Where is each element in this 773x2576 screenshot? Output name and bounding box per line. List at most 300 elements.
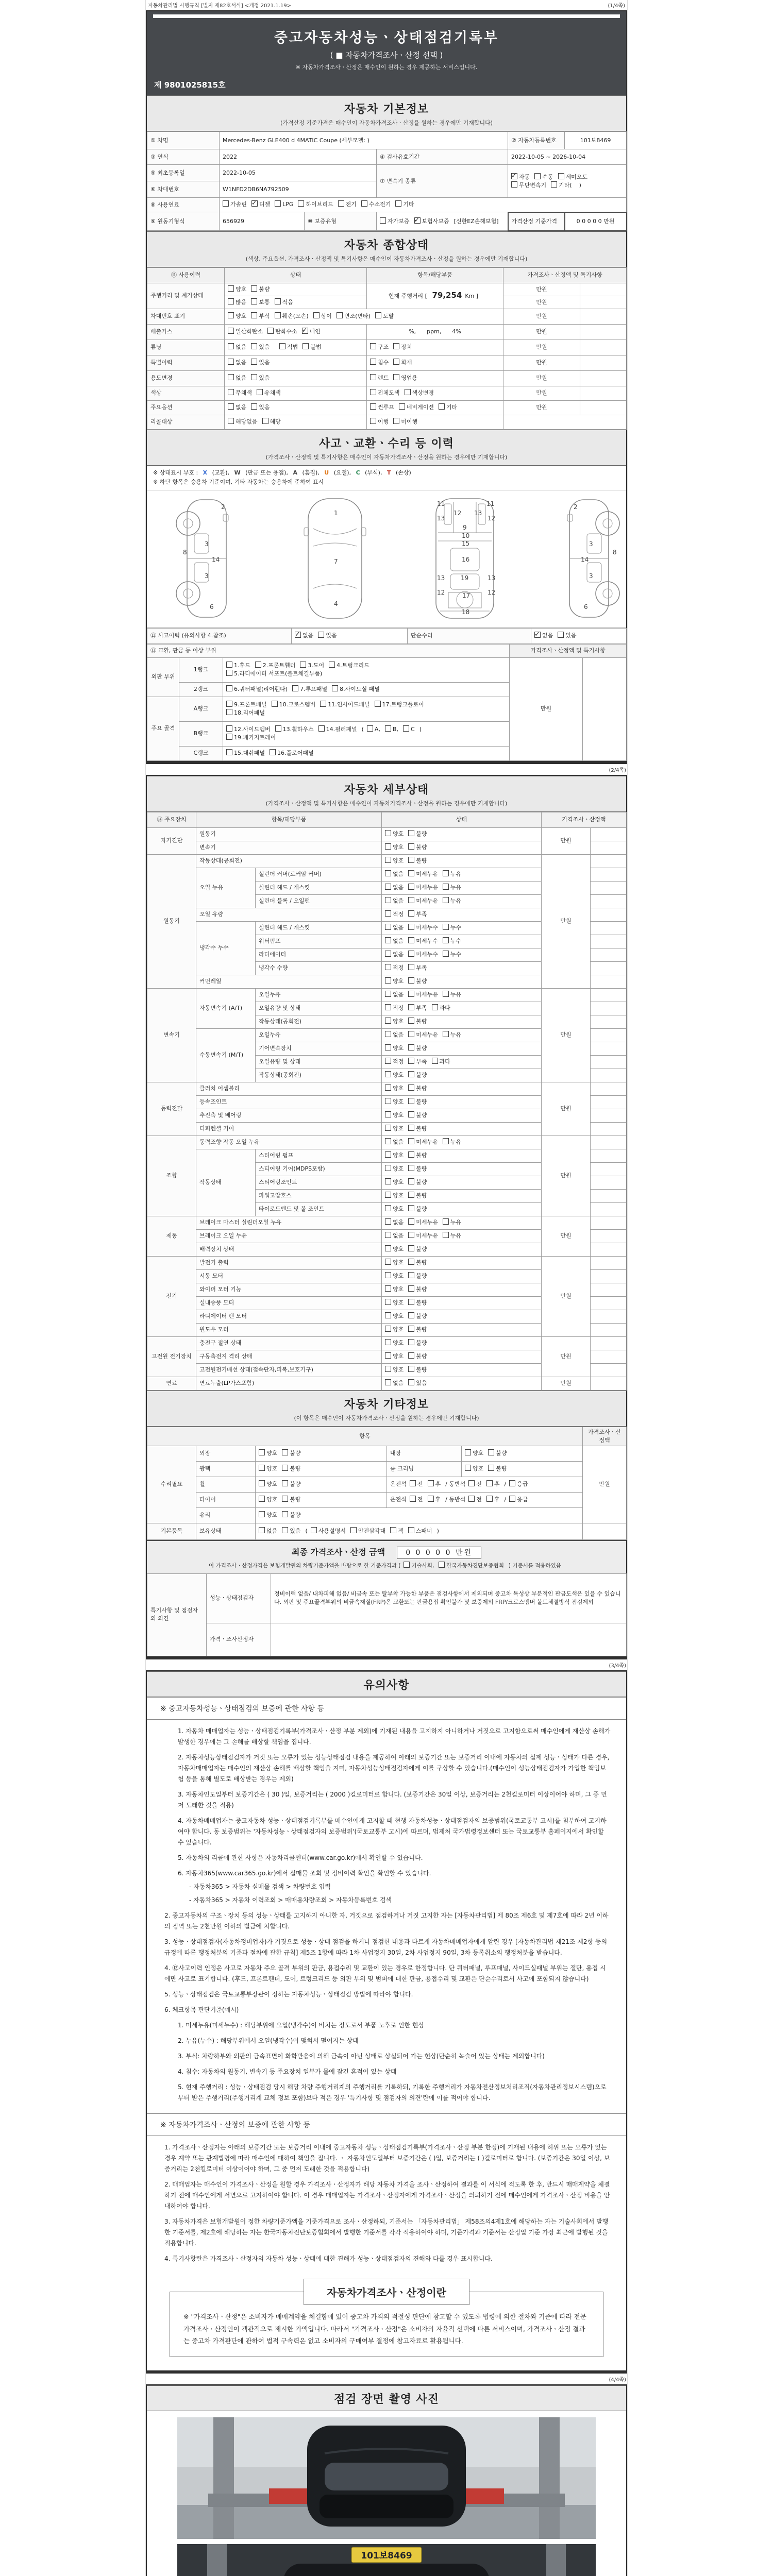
checkbox[interactable] — [228, 403, 234, 410]
checkbox[interactable] — [408, 1379, 414, 1385]
checkbox[interactable] — [486, 1480, 493, 1486]
cell: 실린더 커버(로커암 커버) — [256, 868, 382, 881]
checkbox[interactable] — [259, 1449, 265, 1455]
checkbox[interactable] — [385, 830, 391, 836]
checkbox[interactable] — [385, 991, 391, 997]
checkbox-item — [385, 897, 404, 905]
checkbox[interactable] — [385, 1245, 391, 1251]
checkbox-label: 누수 — [450, 938, 462, 945]
checkbox-item — [259, 1496, 277, 1504]
checkbox[interactable] — [329, 662, 335, 668]
checkbox[interactable] — [408, 977, 414, 984]
checkbox[interactable] — [385, 1018, 391, 1024]
checkbox[interactable] — [395, 200, 401, 207]
cell: 오일누유 — [256, 1028, 382, 1042]
checkbox-label: 불량 — [416, 1326, 427, 1333]
checkbox-label: 누수 — [450, 951, 462, 958]
checkbox[interactable] — [390, 1527, 396, 1533]
checkbox[interactable] — [385, 1138, 391, 1144]
checkbox[interactable] — [385, 1111, 391, 1117]
checkbox-item — [443, 937, 461, 945]
checkbox[interactable] — [259, 1465, 265, 1471]
checkbox[interactable] — [282, 1449, 288, 1455]
checkbox-checked[interactable] — [511, 173, 517, 179]
checkbox[interactable] — [408, 1165, 414, 1171]
checkbox[interactable] — [393, 418, 399, 424]
checkbox[interactable] — [259, 1480, 265, 1486]
checkbox[interactable] — [385, 1259, 391, 1265]
inspector-notes-section — [147, 1573, 626, 1656]
inspection-photo-rear — [177, 2544, 596, 2576]
checkbox[interactable] — [251, 312, 257, 318]
checkbox[interactable] — [408, 1084, 414, 1091]
checkbox[interactable] — [443, 1031, 449, 1037]
other-info-table — [147, 1427, 627, 1540]
checkbox[interactable] — [385, 1044, 391, 1050]
checkbox[interactable] — [408, 1326, 414, 1332]
checkbox[interactable] — [385, 1004, 391, 1010]
checkbox[interactable] — [385, 937, 391, 943]
checkbox[interactable] — [300, 662, 306, 668]
cell: 가격조사ㆍ산정액 — [583, 1427, 627, 1446]
checkbox-label: 2.프론트휀더 — [262, 662, 296, 669]
checkbox[interactable] — [228, 312, 234, 318]
price-cell: 만원 — [542, 1082, 591, 1136]
checkbox[interactable] — [226, 725, 232, 732]
checkbox[interactable] — [408, 1205, 414, 1211]
checkbox[interactable] — [408, 1312, 414, 1318]
cell: 구동축전지 격리 상태 — [196, 1350, 382, 1363]
checkbox[interactable] — [251, 374, 257, 380]
checkbox[interactable] — [509, 1480, 515, 1486]
checkbox[interactable] — [259, 1511, 265, 1517]
checkbox[interactable] — [443, 1218, 449, 1225]
checkbox[interactable] — [226, 662, 232, 668]
checkbox-label: 전 — [476, 1481, 482, 1488]
checkbox[interactable] — [251, 285, 257, 292]
checkbox[interactable] — [275, 312, 281, 318]
simple-repair-checks — [531, 628, 627, 643]
checkbox[interactable] — [385, 1058, 391, 1064]
checkbox-label: 불법 — [310, 344, 322, 351]
checkbox[interactable] — [385, 951, 391, 957]
checkbox[interactable] — [332, 685, 338, 691]
checkbox[interactable] — [439, 403, 445, 410]
page-4 — [146, 2384, 627, 2576]
inline-text: / 동반석 — [445, 1481, 466, 1488]
cell: 라디에이터 팬 모터 — [196, 1310, 382, 1323]
checkbox[interactable] — [465, 1449, 471, 1455]
price-cell: 만원 — [542, 827, 591, 854]
checkbox[interactable] — [385, 1165, 391, 1171]
checkbox[interactable] — [385, 964, 391, 970]
checkbox[interactable] — [385, 1218, 391, 1225]
checkbox[interactable] — [337, 312, 343, 318]
checkbox[interactable] — [228, 359, 234, 365]
checkbox[interactable] — [279, 343, 285, 349]
checkbox[interactable] — [488, 1465, 494, 1471]
checkbox-label: 양호 — [393, 1125, 404, 1132]
cell — [591, 1055, 627, 1069]
checkbox-group — [382, 1069, 542, 1082]
checkbox[interactable] — [370, 389, 376, 395]
checkbox[interactable] — [228, 418, 234, 424]
checkbox[interactable] — [318, 632, 324, 638]
checkbox[interactable] — [251, 343, 257, 349]
checkbox[interactable] — [408, 910, 414, 917]
checkbox-label: 미세누유 — [416, 991, 438, 998]
checkbox-checked[interactable] — [295, 632, 301, 638]
checkbox-label: 일산화탄소 — [236, 328, 263, 335]
checkbox[interactable] — [443, 991, 449, 997]
cell: 스티어링 기어(MDPS포함) — [256, 1162, 382, 1176]
checkbox[interactable] — [320, 701, 326, 707]
checkbox[interactable] — [428, 1496, 434, 1502]
checkbox[interactable] — [551, 181, 557, 188]
inline-text: (요철), — [332, 469, 353, 476]
checkbox[interactable] — [311, 1527, 317, 1533]
checkbox-group — [387, 1477, 583, 1492]
checkbox[interactable] — [410, 1480, 416, 1486]
checkbox[interactable] — [385, 1379, 391, 1385]
checkbox[interactable] — [443, 924, 449, 930]
checkbox-group — [382, 1283, 542, 1296]
checkbox[interactable] — [385, 1098, 391, 1104]
checkbox-label: 부족 — [416, 964, 427, 972]
checkbox[interactable] — [275, 725, 281, 732]
checkbox[interactable] — [226, 734, 232, 740]
checkbox[interactable] — [408, 951, 414, 957]
odometer — [367, 283, 503, 309]
checkbox[interactable] — [393, 359, 399, 365]
checkbox-label: 전 — [417, 1496, 423, 1503]
cell — [591, 1149, 627, 1162]
checkbox[interactable] — [385, 1352, 391, 1359]
checkbox[interactable] — [282, 1480, 288, 1486]
checkbox-item — [385, 1031, 404, 1039]
checkbox[interactable] — [408, 1272, 414, 1278]
checkbox-item — [408, 1232, 438, 1240]
checkbox[interactable] — [428, 1480, 434, 1486]
checkbox-label: 적정 — [393, 1058, 404, 1065]
checkbox[interactable] — [408, 1192, 414, 1198]
checkbox[interactable] — [226, 670, 232, 676]
checkbox-checked[interactable] — [302, 328, 308, 334]
checkbox[interactable] — [408, 1352, 414, 1359]
checkbox[interactable] — [385, 884, 391, 890]
checkbox[interactable] — [228, 328, 234, 334]
checkbox[interactable] — [443, 1232, 449, 1238]
checkbox-item — [468, 1496, 482, 1504]
checkbox-item — [337, 312, 371, 320]
checkbox[interactable] — [228, 285, 234, 292]
checkbox-item — [251, 374, 270, 382]
checkbox[interactable] — [509, 1496, 515, 1502]
cell: 시동 모터 — [196, 1269, 382, 1283]
checkbox[interactable] — [375, 701, 381, 707]
checkbox[interactable] — [385, 1326, 391, 1332]
checkbox[interactable] — [408, 830, 414, 836]
checkbox[interactable] — [385, 1312, 391, 1318]
checkbox[interactable] — [432, 1004, 438, 1010]
checkbox[interactable] — [408, 1178, 414, 1184]
cell: 항목 — [147, 1427, 583, 1446]
checkbox[interactable] — [410, 1496, 416, 1502]
checkbox[interactable] — [259, 1527, 265, 1533]
checkbox-label: 양호 — [393, 1179, 404, 1186]
checkbox[interactable] — [385, 1205, 391, 1211]
checkbox-label: 양호 — [393, 1340, 404, 1347]
checkbox[interactable] — [408, 857, 414, 863]
inline-text: U — [324, 469, 329, 476]
checkbox[interactable] — [408, 1031, 414, 1037]
checkbox[interactable] — [370, 418, 376, 424]
checkbox[interactable] — [251, 298, 257, 304]
checkbox-item — [361, 200, 391, 209]
checkbox[interactable] — [275, 200, 281, 207]
checkbox[interactable] — [385, 1192, 391, 1198]
checkbox-item — [275, 725, 314, 734]
price-survey-definition-box — [170, 2286, 603, 2357]
checkbox[interactable] — [408, 924, 414, 930]
checkbox[interactable] — [259, 1496, 265, 1502]
checkbox[interactable] — [282, 1511, 288, 1517]
checkbox[interactable] — [385, 725, 391, 732]
checkbox[interactable] — [408, 1058, 414, 1064]
checkbox[interactable] — [408, 1004, 414, 1010]
checkbox[interactable] — [408, 1138, 414, 1144]
checkbox-label: 후 — [494, 1481, 500, 1488]
checkbox[interactable] — [367, 725, 373, 732]
checkbox[interactable] — [385, 1299, 391, 1305]
checkbox[interactable] — [370, 359, 376, 365]
car-side-left-view — [176, 500, 228, 617]
price-cell: 만원 — [503, 283, 580, 296]
checkbox[interactable] — [228, 298, 234, 304]
notice-item: 2. 누유(누수) : 해당부위에서 오일(냉각수)이 맺혀서 떨어지는 상태 — [178, 2037, 359, 2044]
checkbox[interactable] — [393, 343, 399, 349]
checkbox-label: 있음 — [326, 632, 337, 639]
checkbox[interactable] — [408, 1044, 414, 1050]
checkbox[interactable] — [443, 1138, 449, 1144]
checkbox[interactable] — [385, 1125, 391, 1131]
checkbox[interactable] — [408, 1245, 414, 1251]
checkbox-group — [223, 682, 510, 697]
checkbox[interactable] — [228, 374, 234, 380]
checkbox[interactable] — [226, 749, 232, 755]
checkbox[interactable] — [408, 1071, 414, 1077]
checkbox-checked[interactable] — [534, 632, 541, 638]
checkbox[interactable] — [350, 1527, 357, 1533]
checkbox[interactable] — [380, 217, 386, 224]
checkbox[interactable] — [282, 1496, 288, 1502]
checkbox[interactable] — [385, 857, 391, 863]
notice-items-1 — [147, 1720, 626, 2113]
cell — [591, 988, 627, 1002]
checkbox[interactable] — [270, 749, 276, 755]
checkbox[interactable] — [385, 977, 391, 984]
checkbox[interactable] — [443, 937, 449, 943]
checkbox-item — [385, 924, 404, 932]
checkbox-item — [439, 403, 457, 412]
checkbox-item — [385, 1004, 404, 1012]
checkbox[interactable] — [370, 374, 376, 380]
checkbox[interactable] — [408, 884, 414, 890]
checkbox[interactable] — [262, 418, 268, 424]
checkbox[interactable] — [251, 403, 257, 410]
diagram-part-number: 2 — [221, 503, 225, 511]
price-cell: 만원 — [503, 296, 580, 309]
checkbox[interactable] — [443, 951, 449, 957]
transmission-type — [508, 165, 627, 198]
checkbox-checked[interactable] — [414, 217, 421, 224]
checkbox-label: 불량 — [416, 1112, 427, 1119]
checkbox[interactable] — [226, 709, 232, 715]
checkbox-item — [282, 1480, 300, 1488]
checkbox-item — [228, 403, 246, 412]
checkbox[interactable] — [223, 200, 229, 207]
checkbox[interactable] — [486, 1496, 493, 1502]
checkbox-group — [382, 961, 542, 975]
checkbox[interactable] — [443, 897, 449, 903]
checkbox[interactable] — [408, 1098, 414, 1104]
checkbox[interactable] — [370, 403, 376, 410]
checkbox[interactable] — [439, 1562, 445, 1568]
checkbox-item — [223, 200, 247, 209]
checkbox-label: 양호 — [393, 844, 404, 851]
checkbox[interactable] — [408, 897, 414, 903]
checkbox-item — [428, 1480, 441, 1488]
checkbox[interactable] — [405, 389, 411, 395]
checkbox[interactable] — [408, 1366, 414, 1372]
checkbox[interactable] — [292, 685, 298, 691]
section-title: 자동차 기타정보 — [344, 1398, 429, 1411]
checkbox[interactable] — [408, 1111, 414, 1117]
checkbox[interactable] — [408, 1018, 414, 1024]
checkbox[interactable] — [408, 1339, 414, 1345]
checkbox[interactable] — [465, 1465, 471, 1471]
checkbox[interactable] — [443, 884, 449, 890]
checkbox-label: 양호 — [393, 1246, 404, 1253]
diagram-part-number: 6 — [584, 603, 588, 611]
checkbox[interactable] — [408, 870, 414, 876]
checkbox[interactable] — [385, 897, 391, 903]
checkbox[interactable] — [393, 374, 399, 380]
checkbox[interactable] — [228, 343, 234, 349]
checkbox[interactable] — [303, 343, 309, 349]
checkbox[interactable] — [558, 173, 564, 179]
checkbox[interactable] — [385, 843, 391, 850]
checkbox[interactable] — [408, 843, 414, 850]
checkbox[interactable] — [385, 1031, 391, 1037]
checkbox-group — [382, 988, 542, 1002]
checkbox[interactable] — [375, 312, 381, 318]
checkbox[interactable] — [399, 403, 405, 410]
checkbox-checked[interactable] — [251, 200, 258, 207]
checkbox[interactable] — [282, 1465, 288, 1471]
checkbox[interactable] — [432, 1058, 438, 1064]
state-code-line — [153, 468, 620, 478]
checkbox[interactable] — [385, 1272, 391, 1278]
checkbox-item — [295, 632, 313, 640]
cell — [591, 868, 627, 881]
checkbox[interactable] — [313, 312, 320, 318]
checkbox[interactable] — [370, 343, 376, 349]
checkbox[interactable] — [385, 1285, 391, 1292]
checkbox[interactable] — [408, 1299, 414, 1305]
checkbox[interactable] — [251, 359, 257, 365]
checkbox[interactable] — [408, 1232, 414, 1238]
checkbox[interactable] — [298, 200, 304, 207]
checkbox[interactable] — [272, 701, 278, 707]
checkbox[interactable] — [408, 1151, 414, 1158]
checkbox[interactable] — [385, 1084, 391, 1091]
checkbox[interactable] — [408, 1527, 414, 1533]
checkbox[interactable] — [468, 1480, 475, 1486]
checkbox[interactable] — [408, 1259, 414, 1265]
checkbox[interactable] — [385, 1151, 391, 1158]
checkbox[interactable] — [488, 1449, 494, 1455]
cell — [591, 1122, 627, 1136]
checkbox[interactable] — [443, 870, 449, 876]
checkbox[interactable] — [408, 964, 414, 970]
checkbox[interactable] — [226, 701, 232, 707]
checkbox[interactable] — [267, 328, 274, 334]
checkbox[interactable] — [558, 632, 564, 638]
checkbox[interactable] — [403, 725, 409, 732]
checkbox[interactable] — [385, 1071, 391, 1077]
checkbox[interactable] — [408, 1285, 414, 1292]
cell — [591, 1377, 627, 1390]
checkbox[interactable] — [318, 725, 325, 732]
checkbox-label: 없음 — [393, 1031, 404, 1039]
checkbox[interactable] — [408, 937, 414, 943]
checkbox-label: 전 — [417, 1481, 423, 1488]
checkbox[interactable] — [385, 924, 391, 930]
cell — [591, 1216, 627, 1229]
section-subtitle: (가격조사ㆍ산정액 및 특기사항은 매수인이 자동차가격조사ㆍ산정을 원하는 경우에만 기재합니다) — [265, 800, 508, 807]
checkbox[interactable] — [385, 870, 391, 876]
checkbox[interactable] — [408, 1125, 414, 1131]
checkbox[interactable] — [385, 1178, 391, 1184]
checkbox[interactable] — [257, 389, 263, 395]
checkbox[interactable] — [338, 200, 344, 207]
checkbox[interactable] — [275, 298, 281, 304]
checkbox[interactable] — [255, 662, 261, 668]
checkbox[interactable] — [228, 389, 234, 395]
checkbox-label: 불량 — [416, 1018, 427, 1025]
checkbox[interactable] — [404, 1562, 410, 1568]
checkbox[interactable] — [385, 1339, 391, 1345]
checkbox[interactable] — [282, 1527, 288, 1533]
checkbox[interactable] — [226, 685, 232, 691]
checkbox[interactable] — [468, 1496, 475, 1502]
checkbox-group — [382, 854, 542, 868]
checkbox[interactable] — [385, 1366, 391, 1372]
checkbox[interactable] — [385, 1232, 391, 1238]
checkbox-label: 5.라디에이터 서포트(볼트체결부품) — [234, 670, 323, 677]
checkbox[interactable] — [511, 181, 517, 188]
checkbox[interactable] — [534, 173, 541, 179]
checkbox-item — [380, 217, 410, 226]
checkbox-item — [226, 701, 267, 709]
checkbox[interactable] — [408, 1218, 414, 1225]
checkbox-item — [385, 884, 404, 892]
checkbox[interactable] — [361, 200, 367, 207]
cell: 원동기 — [196, 827, 382, 841]
checkbox[interactable] — [385, 910, 391, 917]
checkbox[interactable] — [408, 991, 414, 997]
